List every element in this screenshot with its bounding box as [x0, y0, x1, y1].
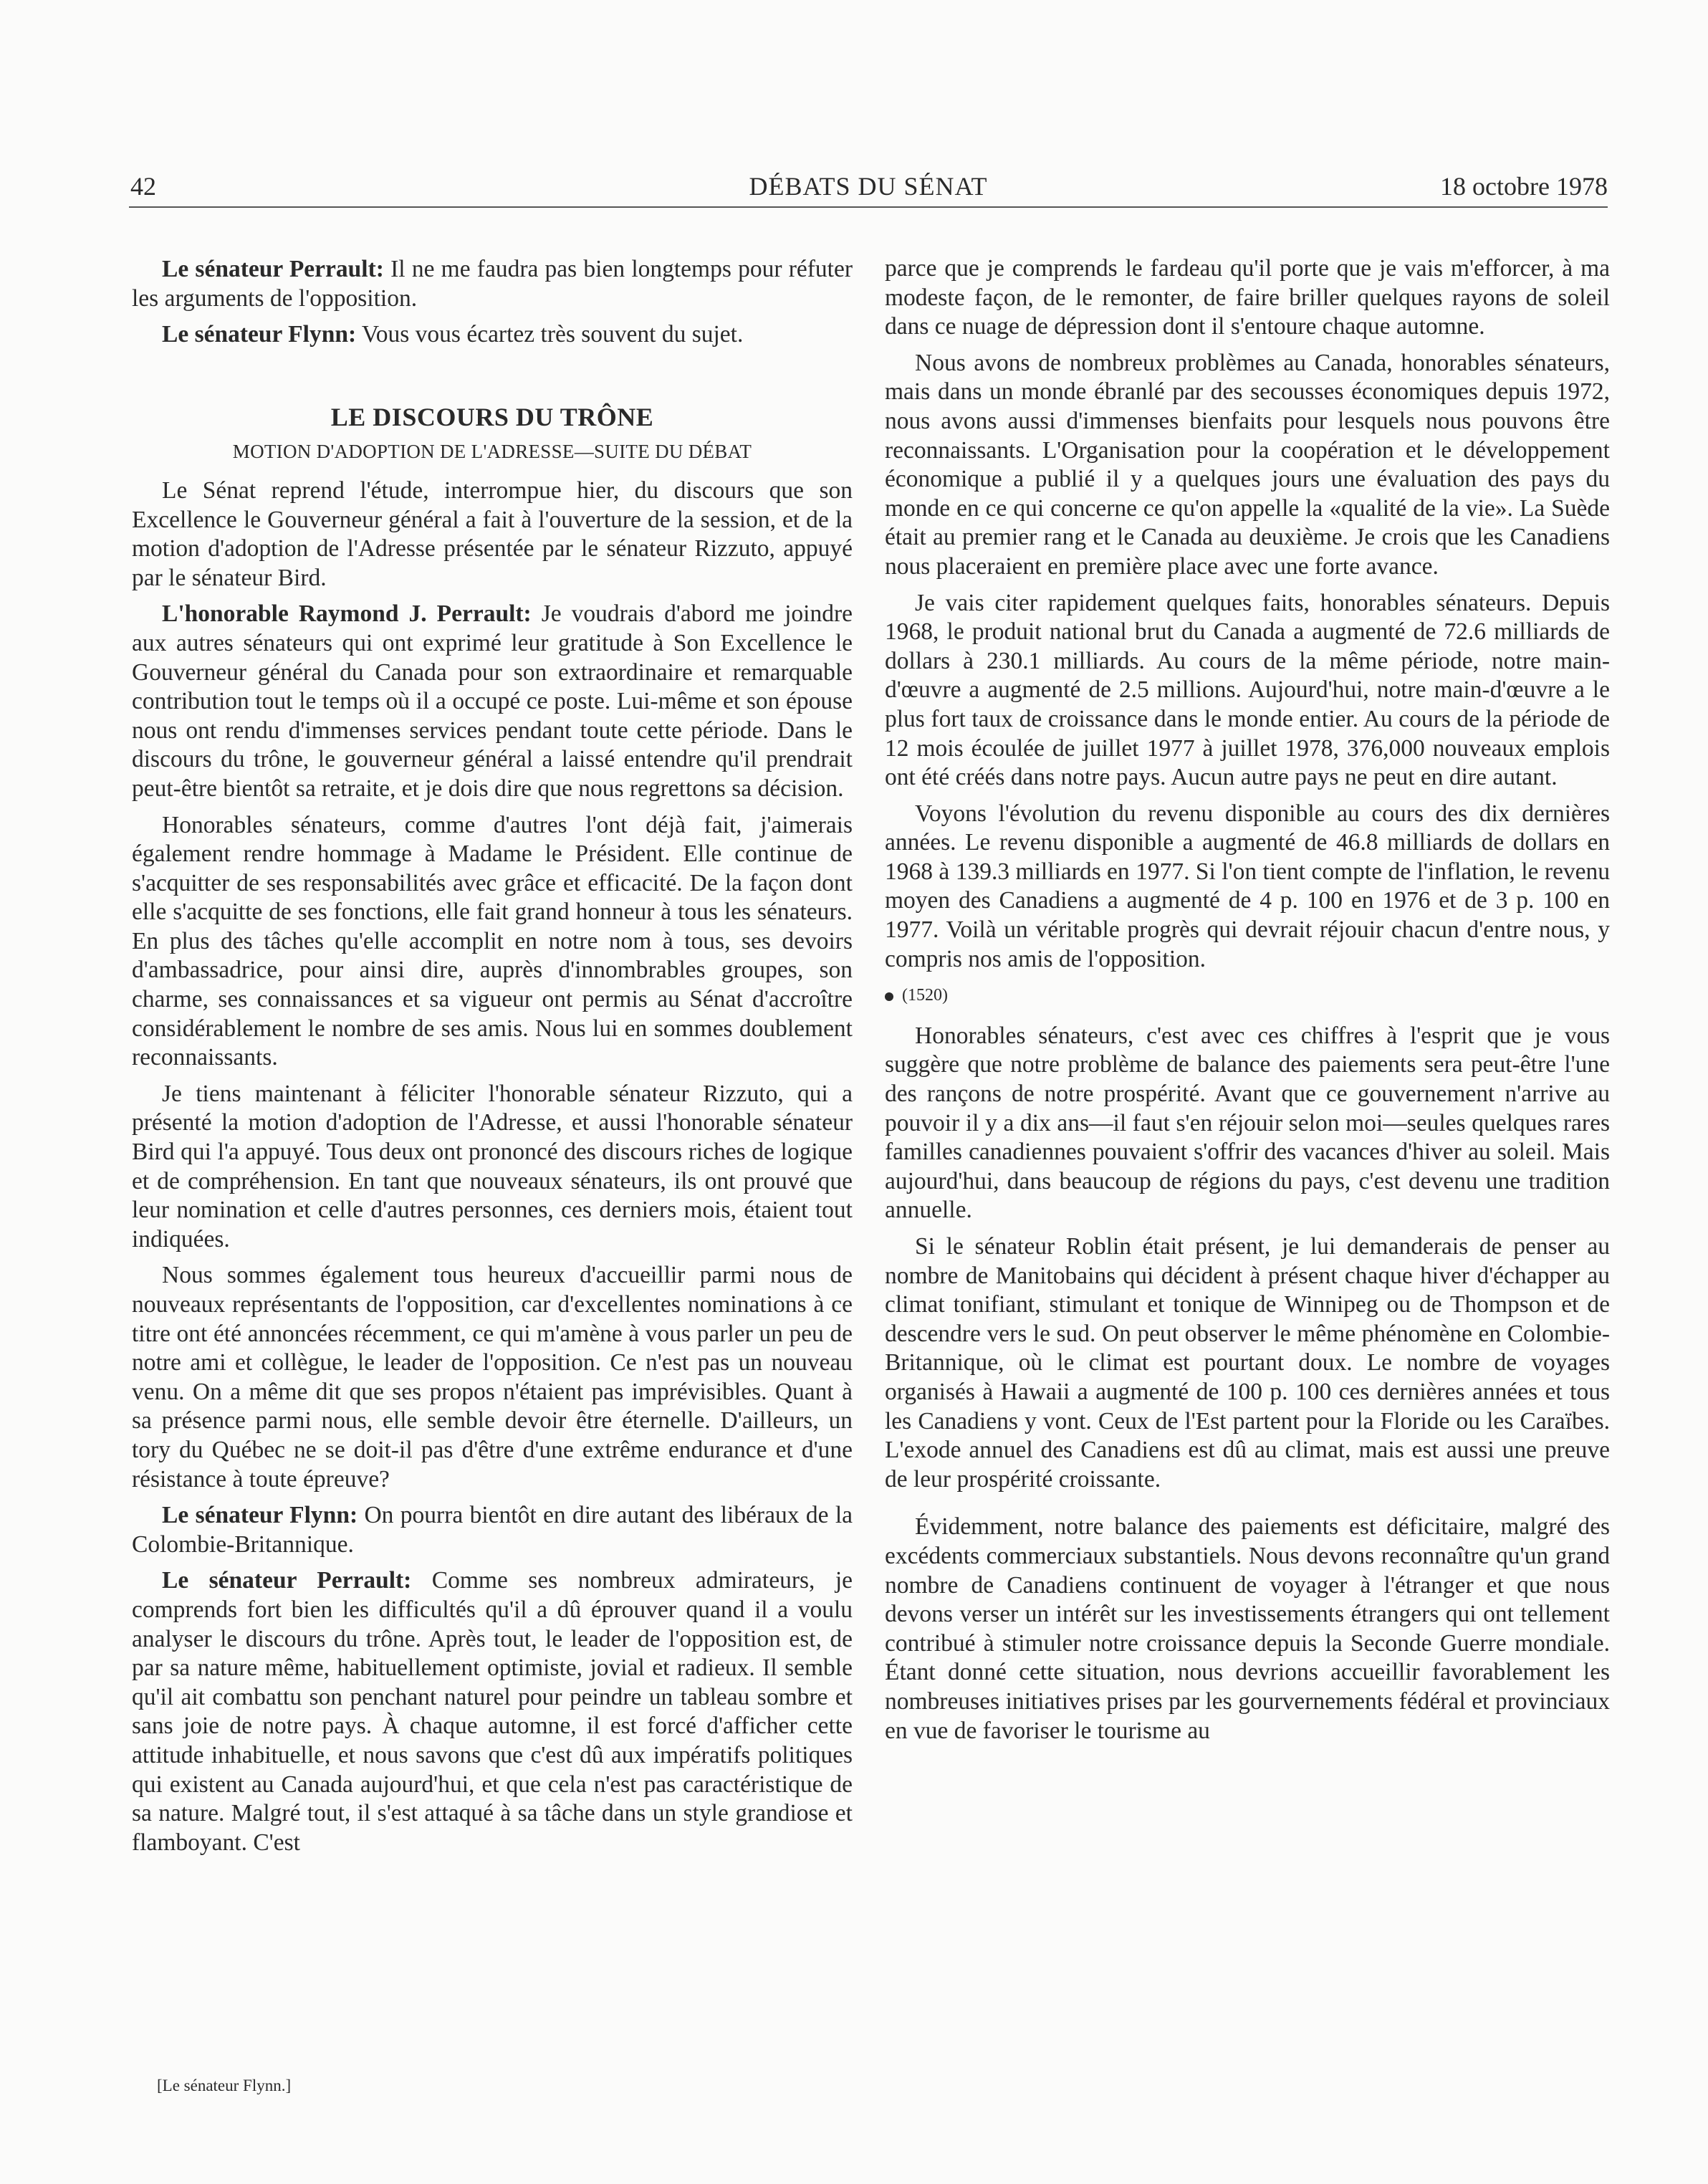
speech-text: Il ne me faudra pas bien longtemps pour réfuter les arguments de l'opposition. — [132, 256, 853, 312]
speech-text: Je voudrais d'abord me joindre aux autres sénateurs qui ont exprimé leur gratitude à Son Excellence le Gouverneur général du Canada pour son extraordinaire et remarquable contribution tout le temps où il a occupé ce poste. Lui-même et son épouse nous ont rendu d'immenses services pendant toute cette période. Dans le discours du trône, le gouverneur général a laissé entendre qu'il prendrait peut-être bientôt sa retraite, et je dois dire que nous regrettons sa décision. — [132, 600, 853, 802]
paragraph: Le Sénat reprend l'étude, interrompue hier, du discours que son Excellence le Gouverneur général a fait à l'ouverture de la session, et de la motion d'adoption de l'Adresse présentée par le sénateur Rizzuto, appuyé par le sénateur Bird. — [132, 476, 853, 591]
paragraph — [132, 1501, 853, 1559]
bullet-icon — [885, 992, 893, 1001]
timestamp-text: (1520) — [902, 986, 948, 1005]
paragraph: Nous avons de nombreux problèmes au Canada, honorables sénateurs, mais dans un monde ébranlé par des secousses économiques depuis 1972, nous avons aussi d'immenses bienfaits pour lesquels nous pouvons être reconnaissants. L'Organisation pour la coopération et le développement économique a publié il y a quelques jours une évaluation des pays du monde en ce qui concerne ce qu'on appelle la «qualité de la vie». La Suède était au premier rang et le Canada au deuxième. Je crois que les Canadiens nous placeraient en première place avec une forte avance. — [885, 349, 1610, 580]
paragraph: Je vais citer rapidement quelques faits, honorables sénateurs. Depuis 1968, le produit national brut du Canada a augmenté de 72.6 milliards de dollars à 230.1 milliards. Au cours de la même période, notre main-d'œuvre a augmenté de 2.5 millions. Aujourd'hui, notre main-d'œuvre a le plus fort taux de croissance dans le monde entier. Au cours de la période de 12 mois écoulée de juillet 1977 à juillet 1978, 376,000 nouveaux emplois ont été créés dans notre pays. Aucun autre pays ne peut en dire autant. — [885, 589, 1610, 791]
section-heading: LE DISCOURS DU TRÔNE — [330, 402, 654, 431]
paragraph: Honorables sénateurs, comme d'autres l'ont déjà fait, j'aimerais également rendre hommage à Madame le Président. Elle continue de s'acquitter de ses responsabilités avec grâce et efficacité. De la façon dont elle s'acquitte de ses fonctions, elle fait grand honneur à tous les sénateurs. En plus des tâches qu'elle accomplit en notre nom à tous, ses devoirs d'ambassadrice, pour ainsi dire, auprès d'innombrables groupes, son charme, ses connaissances et sa vigueur ont permis au Sénat d'accroître considérablement le nombre de ses amis. Nous lui en sommes doublement reconnaissants. — [132, 811, 853, 1071]
left-column — [132, 255, 853, 1864]
paragraph: Évidemment, notre balance des paiements est déficitaire, malgré des excédents commerciaux substantiels. Nous devons reconnaître qu'un grand nombre de Canadiens continuent de voyager à l'étranger et que nous devons verser un intérêt sur les investissements étrangers qui ont tellement contribué à stimuler notre croissance depuis la Seconde Guerre mondiale. Étant donné cette situation, nous devrions accueillir favorablement les nombreuses initiatives prises par les gourvernements fédéral et provinciaux en vue de favoriser le tourisme au — [885, 1513, 1610, 1744]
speaker-name: Le sénateur Perrault: — [162, 1567, 412, 1594]
speech-text: Vous vous écartez très souvent du sujet. — [356, 321, 744, 348]
speech-text: On pourra bientôt en dire autant des libéraux de la Colombie-Britannique. — [132, 1502, 853, 1558]
paragraph: Je tiens maintenant à féliciter l'honorable sénateur Rizzuto, qui a présenté la motion d'adoption de l'Adresse, et aussi l'honorable sénateur Bird qui l'a appuyé. Tous deux ont prononcé des discours riches de logique et de compréhension. En tant que nouveaux sénateurs, ils ont prouvé que leur nomination et celle d'autres personnes, ces derniers mois, étaient tout indiquées. — [132, 1080, 853, 1253]
paragraph — [132, 255, 853, 313]
issue-date: 18 octobre 1978 — [1440, 172, 1608, 201]
publication-title: DÉBATS DU SÉNAT — [749, 172, 988, 201]
footnote: [Le sénateur Flynn.] — [157, 2077, 292, 2094]
section-subheading: MOTION D'ADOPTION DE L'ADRESSE—SUITE DU DÉBAT — [232, 441, 752, 463]
paragraph: Honorables sénateurs, c'est avec ces chiffres à l'esprit que je vous suggère que notre problème de balance des paiements sera peut-être l'une des rançons de notre prospérité. Avant que ce gouvernement n'arrive au pouvoir il y a dix ans—il faut s'en réjouir selon moi—seules quelques rares familles canadiennes pouvaient s'offrir des vacances d'hiver au soleil. Mais aujourd'hui, dans beaucoup de régions du pays, c'est devenu une tradition annuelle. — [885, 1022, 1610, 1224]
speaker-name: Le sénateur Flynn: — [162, 1502, 358, 1529]
paragraph — [132, 1566, 853, 1857]
right-column — [885, 254, 1610, 1753]
paragraph: Nous sommes également tous heureux d'accueillir parmi nous de nouveaux représentants de l'opposition, car d'excellentes nominations à ce titre ont été annoncées récemment, ce qui m'amène à vous parler un peu de notre ami et collègue, le leader de l'opposition. Ce n'est pas un nouveau venu. On a même dit que ses propos n'étaient pas imprévisibles. Quant à sa présence parmi nous, elle semble devoir être éternelle. D'ailleurs, un tory du Québec ne se doit-il pas d'être d'une extrême endurance et d'une résistance à toute épreuve? — [132, 1262, 853, 1493]
paragraph — [132, 320, 853, 350]
running-header — [129, 166, 1608, 208]
paragraph: Voyons l'évolution du revenu disponible au cours des dix dernières années. Le revenu disponible a augmenté de 46.8 milliards de dollars en 1968 à 139.3 milliards en 1977. Si l'on tient compte de l'inflation, le revenu moyen des Canadiens a augmenté de 4 p. 100 en 1976 et de 3 p. 100 en 1977. Voilà un véritable progrès qui devrait réjouir chacun d'entre nous, y compris nos amis de l'opposition. — [885, 800, 1610, 972]
speech-text: Comme ses nombreux admirateurs, je comprends fort bien les difficultés qu'il a dû éprouver quand il a voulu analyser le discours du trône. Après tout, le leader de l'opposition est, de par sa nature même, habituellement optimiste, jovial et radieux. Il semble qu'il ait combattu son penchant naturel pour peindre un tableau sombre et sans joie de notre pays. À chaque automne, il est forcé d'afficher cette attitude inhabituelle, et nous savons que c'est dû aux impératifs politiques qui existent au Canada aujourd'hui, et que cela n'est pas caractéristique de sa nature. Malgré tout, il s'est attaqué à sa tâche dans un style grandiose et flamboyant. C'est — [132, 1567, 853, 1856]
page-number: 42 — [130, 172, 156, 201]
speaker-name: Le sénateur Perrault: — [162, 256, 384, 282]
paragraph — [132, 600, 853, 803]
paragraph: parce que je comprends le fardeau qu'il porte que je vais m'efforcer, à ma modeste façon, de le remonter, de faire briller quelques rayons de soleil dans ce nuage de dépression dont il s'entoure chaque automne. — [885, 255, 1610, 340]
paragraph: Si le sénateur Roblin était présent, je lui demanderais de penser au nombre de Manitobains qui décident à présent chaque hiver d'échapper au climat tonifiant, stimulant et tonique de Winnipeg ou de Thompson et de descendre vers le sud. On peut observer le même phénomène en Colombie-Britannique, où le climat est pourtant doux. Le nombre de voyages organisés à Hawaii a augmenté de 100 p. 100 ces dernières années et tous les Canadiens y vont. Ceux de l'Est partent pour la Floride ou les Caraïbes. L'exode annuel des Canadiens est dû au climat, mais est aussi une preuve de leur prospérité croissante. — [885, 1233, 1610, 1493]
speaker-name: Le sénateur Flynn: — [162, 321, 357, 348]
speaker-name: L'honorable Raymond J. Perrault: — [162, 600, 532, 628]
timestamp — [885, 981, 1610, 1010]
